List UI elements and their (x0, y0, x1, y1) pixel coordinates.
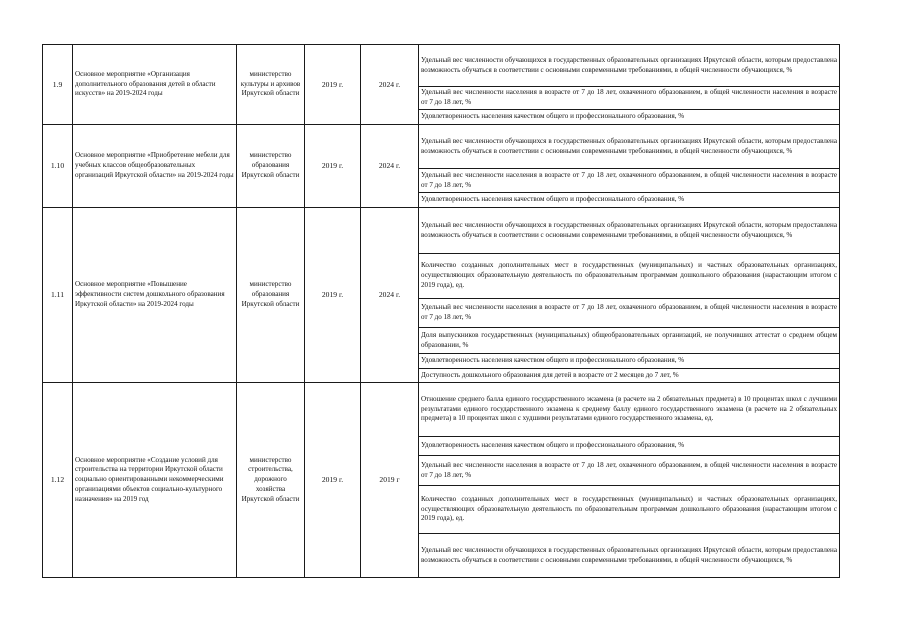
indicator: Количество созданных дополнительных мест в государственных (муниципальных) и частных образовательных организациях, осуществляющих образовательную деятельность по образовательным программам дошкольного образования (нарастающим итогом с 2019 года), ед. (419, 486, 840, 534)
indicator: Удовлетворенность населения качеством общего и профессионального образования, % (419, 437, 840, 456)
event-title: Основное мероприятие «Создание условий для строительства на территории Иркутской области социально ориентированными некоммерческими организациями объектов социально-культурного назначения» на 2019 год (73, 383, 237, 578)
responsible-body: министерство образования Иркутской области (237, 208, 305, 383)
table-row (43, 383, 840, 437)
event-title: Основное мероприятие «Приобретение мебели для учебных классов общеобразовательных организаций Иркутской области» на 2019-2024 годы (73, 125, 237, 208)
event-title: Основное мероприятие «Повышение эффективности систем дошкольного образования Иркутской области» на 2019-2024 годы (73, 208, 237, 383)
start-year: 2019 г. (305, 208, 361, 383)
responsible-body: министерство образования Иркутской области (237, 125, 305, 208)
start-year: 2019 г. (305, 383, 361, 578)
row-number: 1.9 (43, 45, 73, 125)
program-table (42, 44, 840, 578)
indicator: Удельный вес численности обучающихся в государственных образовательных организациях Иркутской области, которым предоставлена возможность обучаться в соответствии с основными современными требованиями, в общей численности обучающихся, % (419, 45, 840, 87)
indicator: Удовлетворенность населения качеством общего и профессионального образования, % (419, 110, 840, 125)
indicator: Удельный вес численности населения в возрасте от 7 до 18 лет, охваченного образованием, в общей численности населения в возрасте от 7 до 18 лет, % (419, 87, 840, 110)
indicator: Удельный вес численности населения в возрасте от 7 до 18 лет, охваченного образованием, в общей численности населения в возрасте от 7 до 18 лет, % (419, 169, 840, 193)
indicator: Удовлетворенность населения качеством общего и профессионального образования, % (419, 193, 840, 208)
end-year: 2024 г. (361, 208, 419, 383)
indicator: Удельный вес численности обучающихся в государственных образовательных организациях Иркутской области, которым предоставлена возможность обучаться в соответствии с основными современными требованиями, в общей численности обучающихся, % (419, 125, 840, 169)
row-number: 1.10 (43, 125, 73, 208)
indicator: Количество созданных дополнительных мест в государственных (муниципальных) и частных образовательных организациях, осуществляющих образовательную деятельность по образовательным программам дошкольного образования (нарастающим итогом с 2019 года), ед. (419, 254, 840, 299)
indicator: Удельный вес численности населения в возрасте от 7 до 18 лет, охваченного образованием, в общей численности населения в возрасте от 7 до 18 лет, % (419, 456, 840, 486)
indicator: Доля выпускников государственных (муниципальных) общеобразовательных организаций, не получивших аттестат о среднем общем образовании, % (419, 328, 840, 354)
responsible-body: министерство культуры и архивов Иркутской области (237, 45, 305, 125)
row-number: 1.12 (43, 383, 73, 578)
table-row (43, 45, 840, 87)
table-row (43, 208, 840, 254)
row-number: 1.11 (43, 208, 73, 383)
indicator: Доступность дошкольного образования для детей в возрасте от 2 месяцев до 7 лет, % (419, 369, 840, 383)
start-year: 2019 г. (305, 45, 361, 125)
indicator: Удельный вес численности населения в возрасте от 7 до 18 лет, охваченного образованием, в общей численности населения в возрасте от 7 до 18 лет, % (419, 299, 840, 328)
event-title: Основное мероприятие «Организация дополнительного образования детей в области искусств» на 2019-2024 годы (73, 45, 237, 125)
responsible-body: министерство строительства, дорожного хозяйства Иркутской области (237, 383, 305, 578)
indicator: Отношение среднего балла единого государственного экзамена (в расчете на 2 обязательных предмета) в 10 процентах школ с лучшими результатами единого государственного экзамена к среднему баллу единого государственного экзамена (в расчете на 2 обязательных предмета) в 10 процентах школ с худшими результатами единого государственного экзамена, ед. (419, 383, 840, 437)
table-row (43, 125, 840, 169)
end-year: 2019 г (361, 383, 419, 578)
start-year: 2019 г. (305, 125, 361, 208)
indicator: Удельный вес численности обучающихся в государственных образовательных организациях Иркутской области, которым предоставлена возможность обучаться в соответствии с основными современными требованиями, в общей численности обучающихся, % (419, 534, 840, 578)
end-year: 2024 г. (361, 45, 419, 125)
indicator: Удовлетворенность населения качеством общего и профессионального образования, % (419, 354, 840, 369)
indicator: Удельный вес численности обучающихся в государственных образовательных организациях Иркутской области, которым предоставлена возможность обучаться в соответствии с основными современными требованиями, в общей численности обучающихся, % (419, 208, 840, 254)
end-year: 2024 г. (361, 125, 419, 208)
